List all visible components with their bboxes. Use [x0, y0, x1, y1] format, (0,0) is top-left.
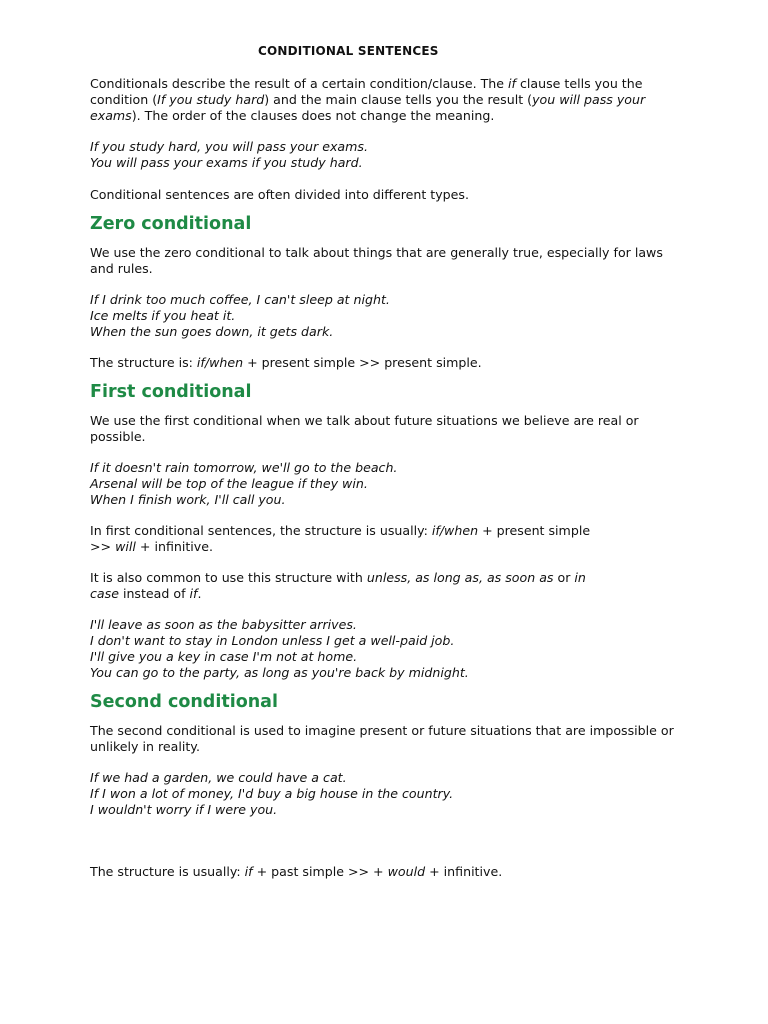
first-example: When I finish work, I'll call you. — [90, 492, 286, 507]
document-title: CONDITIONAL SENTENCES — [258, 44, 439, 58]
first-structure: In first conditional sentences, the structure is usually: if/when + present simple >> will + infinitive. — [90, 523, 591, 554]
first-example: If it doesn't rain tomorrow, we'll go to the beach. — [90, 460, 398, 475]
zero-example: When the sun goes down, it gets dark. — [90, 324, 334, 339]
second-structure: The structure is usually: if + past simple >> + would + infinitive. — [90, 864, 503, 879]
intro-example: If you study hard, you will pass your exams. — [90, 139, 368, 154]
zero-structure: The structure is: if/when + present simple >> present simple. — [90, 355, 482, 370]
first-conditional-heading: First conditional — [90, 382, 252, 402]
first-example-2: I don't want to stay in London unless I get a well-paid job. — [90, 633, 455, 648]
second-example: If I won a lot of money, I'd buy a big house in the country. — [90, 786, 454, 801]
second-conditional-heading: Second conditional — [90, 692, 278, 712]
first-example-2: I'll leave as soon as the babysitter arrives. — [90, 617, 357, 632]
first-example-2: You can go to the party, as long as you're back by midnight. — [90, 665, 469, 680]
second-example: If we had a garden, we could have a cat. — [90, 770, 347, 785]
zero-example: If I drink too much coffee, I can't sleep at night. — [90, 292, 390, 307]
zero-conditional-heading: Zero conditional — [90, 214, 252, 234]
second-description: The second conditional is used to imagine present or future situations that are impossible or unlikely in reality. — [90, 723, 674, 754]
zero-description: We use the zero conditional to talk about things that are generally true, especially for laws and rules. — [90, 245, 663, 276]
first-example-2: I'll give you a key in case I'm not at home. — [90, 649, 358, 664]
intro-paragraph: Conditionals describe the result of a certain condition/clause. The if clause tells you the condition (If you study hard) and the main clause tells you the result (you will pass your exams). The order of the clauses does not change the meaning. — [90, 76, 646, 123]
zero-example: Ice melts if you heat it. — [90, 308, 236, 323]
document-body — [90, 40, 690, 880]
intro-example: You will pass your exams if you study hard. — [90, 155, 363, 170]
first-common-usage: It is also common to use this structure with unless, as long as, as soon as or in case instead of if. — [90, 570, 586, 601]
second-example: I wouldn't worry if I were you. — [90, 802, 278, 817]
types-paragraph: Conditional sentences are often divided into different types. — [90, 187, 469, 202]
first-description: We use the first conditional when we talk about future situations we believe are real or possible. — [90, 413, 639, 444]
first-example: Arsenal will be top of the league if they win. — [90, 476, 368, 491]
